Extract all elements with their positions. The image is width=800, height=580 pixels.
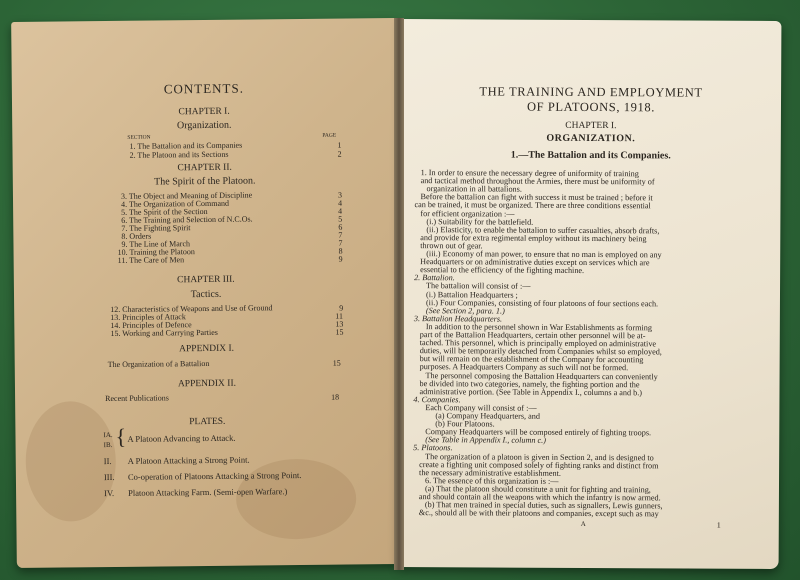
body-line: The personnel composing the Battalion Headquarters can conveniently <box>425 370 658 381</box>
plate-number: III. <box>103 471 115 483</box>
body-line: and tactical method throughout the Armies, there must be uniformity of <box>420 176 655 187</box>
body-line: The organization of a platoon is given in Section 2, and is designed to <box>425 451 654 462</box>
chapter-heading: CHAPTER III. <box>177 274 235 286</box>
toc-entry: 13. Principles of Attack <box>110 312 186 323</box>
body-line: (a) Company Headquarters, and <box>435 411 540 421</box>
body-line: Company Headquarters will be composed entirely of fighting troops. <box>425 427 652 438</box>
body-line: part of the Battalion Headquarters, certain other personnel will be at- <box>419 330 646 341</box>
plate-number: IB. <box>103 440 113 450</box>
toc-page-number: 4 <box>338 198 343 208</box>
section-column-header: SECTION <box>127 134 151 141</box>
body-line: and should contain all the weapons with which the infantry is now armed. <box>418 492 661 503</box>
chapter-subtitle: Organization. <box>176 119 232 132</box>
body-line: tached. This personnel, which is principally employed on administrative <box>419 338 657 349</box>
body-line: and provide for extra regimental employ without its machinery being <box>420 232 647 244</box>
body-line: (See Table in Appendix I., column c.) <box>425 435 547 446</box>
plate-entry: A Platoon Attacking a Strong Point. <box>127 454 250 466</box>
body-line: (b) That men trained in special duties, such as signallers, Lewis gunners, <box>424 500 663 511</box>
body-line: duties, will be temporarily detached from Companies whilst so employed, <box>419 346 662 357</box>
toc-page-number: 15 <box>335 327 344 337</box>
chapter-heading: CHAPTER I. <box>178 106 230 118</box>
section-heading: 1.—The Battalion and its Companies. <box>510 149 671 162</box>
toc-entry: 11. The Care of Men <box>117 255 185 265</box>
chapter-subtitle: The Spirit of the Platoon. <box>154 175 256 188</box>
toc-page-number: 13 <box>335 319 344 329</box>
body-line: (a) That the platoon should constitute a unit for fighting and training, <box>424 484 651 495</box>
body-line: (i.) Battalion Headquarters ; <box>425 289 518 300</box>
body-line: (i.) Suitability for the battlefield. <box>426 216 534 227</box>
body-line: the necessary administrative establishment. <box>419 467 561 478</box>
toc-entry: 1. The Battalion and its Companies <box>129 140 243 151</box>
toc-page-number: 5 <box>338 214 343 224</box>
toc-entry: 6. The Training and Selection of N.C.Os. <box>121 214 253 225</box>
plate-entry: A Platoon Advancing to Attack. <box>127 432 236 444</box>
body-line: essential to the efficiency of the fighting machine. <box>420 265 585 276</box>
body-line: (ii.) Four Companies, consisting of four platoons of four sections each. <box>425 297 659 308</box>
body-line: can be trained, it must be organized. There are three conditions essential <box>414 200 651 211</box>
toc-entry: 8. Orders <box>121 231 152 241</box>
plate-number: IA. <box>103 430 113 440</box>
toc-page-number: 3 <box>337 190 343 200</box>
toc-page-number: 15 <box>332 358 341 368</box>
toc-entry: 4. The Organization of Command <box>121 198 230 209</box>
body-line: 4. Companies. <box>413 394 461 405</box>
body-line: create a fighting unit composed solely of fighting ranks and distinct from <box>419 459 659 470</box>
toc-entry: 10. Training the Platoon <box>117 247 195 257</box>
body-line: 3. Battalion Headquarters. <box>413 313 503 324</box>
toc-entry: 7. The Fighting Spirit <box>121 223 191 233</box>
body-line: 5. Platoons. <box>413 443 453 453</box>
toc-page-number: 1 <box>337 140 342 150</box>
toc-entry: 3. The Object and Meaning of Discipline <box>120 190 253 201</box>
toc-entry: 2. The Platoon and its Sections <box>129 149 229 160</box>
appendix-heading: APPENDIX II. <box>177 378 237 390</box>
toc-entry: 15. Working and Carrying Parties <box>110 327 218 339</box>
toc-entry: 14. Principles of Defence <box>110 320 192 331</box>
body-line: The battalion will consist of :— <box>426 281 531 292</box>
toc-page-number: 2 <box>337 149 342 159</box>
brace-glyph: { <box>115 423 127 449</box>
body-line: 6. The essence of this organization is :— <box>424 475 559 486</box>
body-line: (iii.) Economy of man power, to ensure that no man is employed on any <box>426 249 662 260</box>
plate-number: II. <box>103 455 112 467</box>
body-line: organization in all battalions. <box>426 184 522 194</box>
body-line: administrative portion. (See Table in Appendix I., columns a and b.) <box>419 386 643 397</box>
toc-page-number: 11 <box>335 311 343 321</box>
body-line: &c., should all be with their platoons and companies, except such as may <box>418 508 659 519</box>
book-title-line2: OF PLATOONS, 1918. <box>526 99 655 115</box>
plate-entry: Co-operation of Platoons Attacking a Strong Point. <box>127 470 302 482</box>
signature-mark: A <box>580 519 586 528</box>
book-title-line1: THE TRAINING AND EMPLOYMENT <box>479 84 703 100</box>
chapter-subtitle: ORGANIZATION. <box>546 132 636 145</box>
chapter-heading: CHAPTER I. <box>565 120 617 132</box>
body-line: Headquarters or on administrative duties except on services which are <box>420 257 650 268</box>
body-line: be divided into two categories, namely, the fighting portion and the <box>419 378 640 389</box>
body-line: (ii.) Elasticity, to enable the battalion to suffer casualties, absorb drafts, <box>426 224 660 236</box>
plate-number: IV. <box>104 487 115 499</box>
appendix-heading: APPENDIX I. <box>179 343 235 355</box>
toc-page-number: 7 <box>338 238 343 248</box>
body-line: Before the battalion can fight with success it must be trained ; before it <box>420 192 653 203</box>
toc-page-number: 18 <box>331 392 340 402</box>
body-line: 1. In order to ensure the necessary degree of uniformity of training <box>420 168 639 179</box>
toc-entry: Recent Publications <box>105 393 169 404</box>
right-page-text <box>399 19 782 569</box>
left-page-contents <box>11 18 401 568</box>
page-column-header: PAGE <box>322 132 337 139</box>
body-line: (b) Four Platoons. <box>435 419 495 429</box>
chapter-subtitle: Tactics. <box>190 288 222 301</box>
body-line: (See Section 2, para. 1.) <box>425 305 505 316</box>
toc-entry: 9. The Line of March <box>121 239 191 249</box>
body-line: thrown out of gear. <box>420 241 483 251</box>
toc-entry: 5. The Spirit of the Section <box>121 206 208 217</box>
toc-page-number: 8 <box>338 246 343 256</box>
toc-page-number: 9 <box>338 254 343 264</box>
chapter-heading: CHAPTER II. <box>177 162 232 174</box>
body-line: for efficient organization :— <box>420 208 515 219</box>
body-line: 2. Battalion. <box>414 273 455 283</box>
toc-page-number: 4 <box>338 206 343 216</box>
body-line: purposes. A Headquarters Company as such will not be formed. <box>419 362 629 373</box>
page-number: 1 <box>716 520 721 530</box>
toc-entry: 12. Characteristics of Weapons and Use of Ground <box>110 303 273 315</box>
contents-title: CONTENTS. <box>163 80 244 97</box>
toc-page-number: 6 <box>338 222 343 232</box>
toc-entry: The Organization of a Battalion <box>107 358 210 370</box>
plates-heading: PLATES. <box>189 416 226 428</box>
body-line: but will remain on the establishment of the Company for accounting <box>419 354 644 365</box>
body-line: Each Company will consist of :— <box>425 403 537 413</box>
toc-page-number: 9 <box>339 303 344 313</box>
toc-page-number: 7 <box>338 230 343 240</box>
body-line: In addition to the personnel shown in War Establishments as forming <box>425 322 652 333</box>
plate-entry: Platoon Attacking Farm. (Semi-open Warfare.) <box>128 486 288 498</box>
book-spine <box>394 18 404 570</box>
